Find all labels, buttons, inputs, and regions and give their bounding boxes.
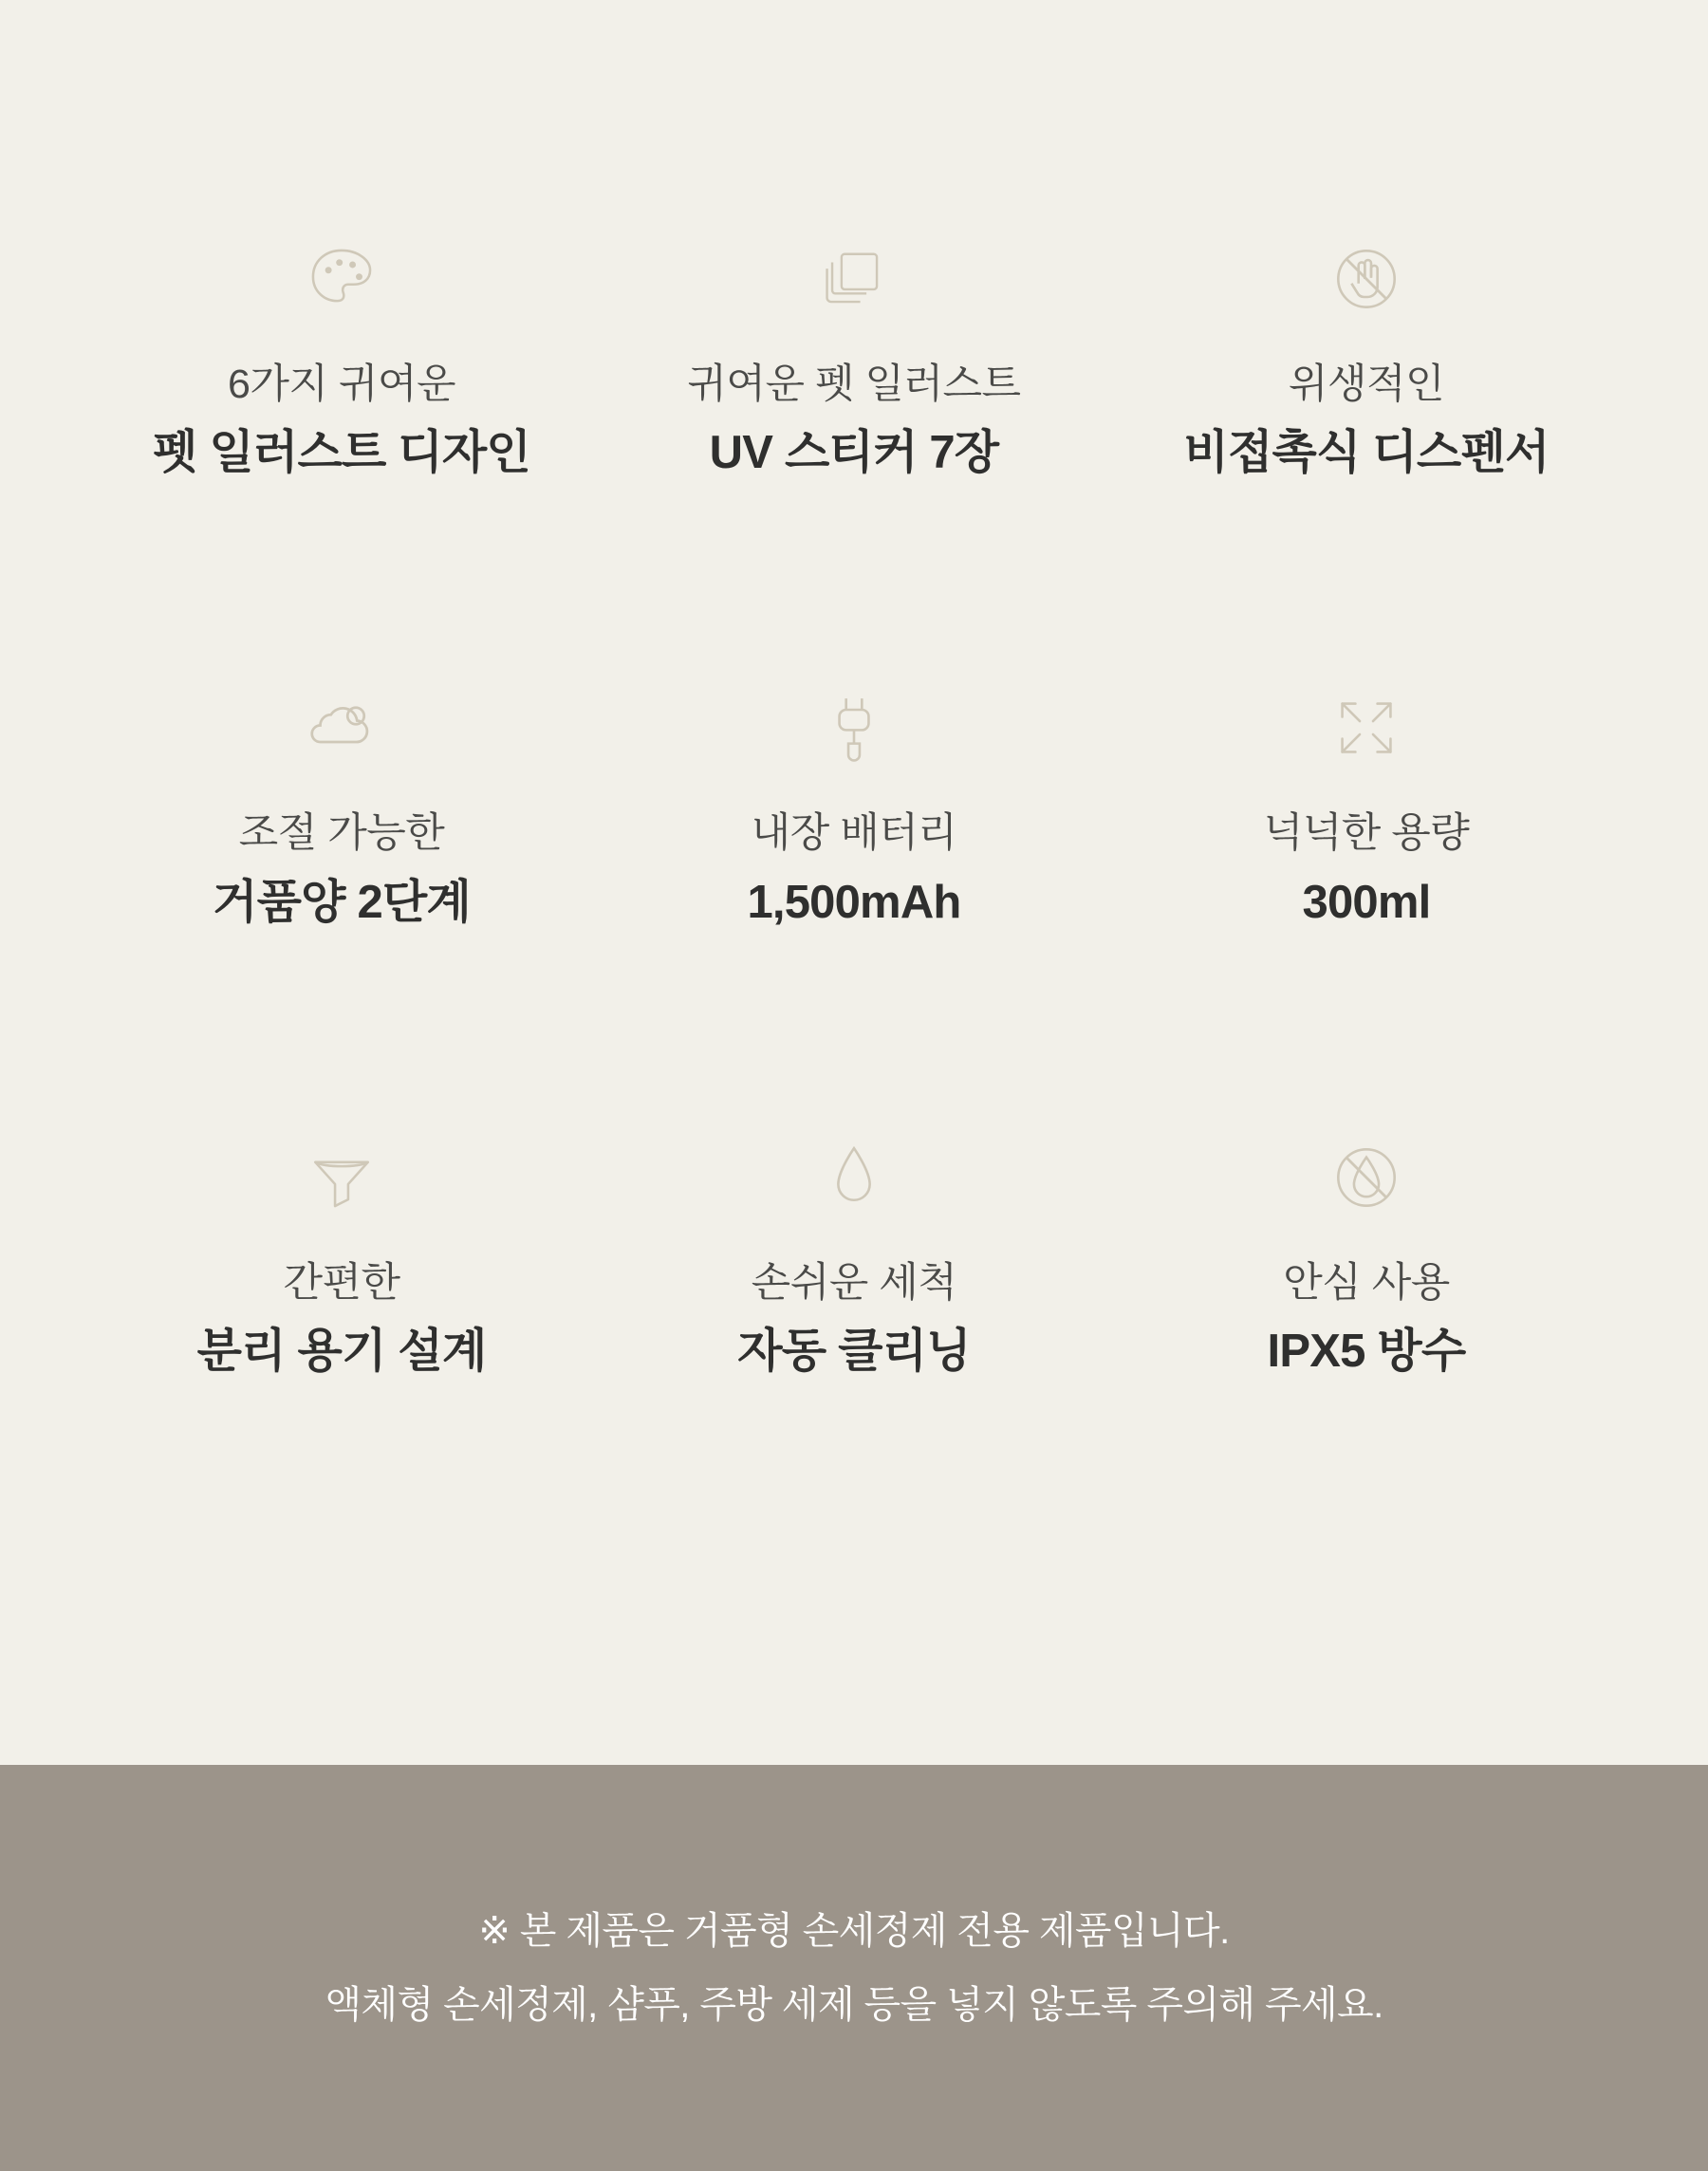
no-water-drop-icon [1330,1126,1402,1229]
feature-subtitle: 안심 사용 [1283,1259,1450,1306]
feature-title: 거품양 2단계 [213,876,471,928]
feature-item-capacity [1110,677,1623,936]
power-plug-icon [826,677,882,779]
feature-item-waterproof [1110,1126,1623,1385]
water-drop-icon [827,1126,881,1229]
feature-item-foam-levels [85,677,598,936]
feature-title: 펫 일러스트 디자인 [153,427,530,479]
funnel-icon [306,1126,377,1229]
palette-icon [306,228,377,330]
feature-subtitle: 귀여운 펫 일러스트 [687,362,1021,407]
notice-banner [0,1765,1708,2171]
feature-subtitle: 6가지 귀여운 [227,362,456,407]
feature-item-detachable-container [85,1126,598,1385]
feature-title: 자동 클리닝 [737,1326,971,1378]
feature-row [85,228,1623,487]
feature-title: 분리 용기 설계 [196,1326,487,1378]
expand-arrows-icon [1331,677,1402,779]
no-touch-hand-icon [1330,228,1402,330]
feature-title: UV 스티커 7장 [709,427,999,479]
feature-title: IPX5 방수 [1267,1326,1466,1378]
feature-subtitle: 간편한 [283,1259,400,1306]
feature-title: 300ml [1302,876,1431,928]
foam-cloud-icon [304,677,380,779]
feature-item-pet-illust-design [85,228,598,487]
feature-subtitle: 위생적인 [1288,362,1445,407]
feature-subtitle: 넉넉한 용량 [1263,810,1470,857]
feature-subtitle: 조절 가능한 [238,810,445,857]
feature-row [85,1126,1623,1385]
feature-title: 비접촉식 디스펜서 [1183,427,1550,479]
feature-subtitle: 내장 배터리 [751,810,957,857]
notice-line-1: ※ 본 제품은 거품형 손세정제 전용 제품입니다. [478,1910,1230,1952]
stickers-icon [821,228,887,330]
feature-item-uv-stickers [598,228,1110,487]
notice-line-2: 액체형 손세정제, 샴푸, 주방 세제 등을 넣지 않도록 주의해 주세요. [325,1984,1383,2026]
feature-item-contactless-dispenser [1110,228,1623,487]
feature-item-auto-cleaning [598,1126,1110,1385]
feature-title: 1,500mAh [747,876,961,928]
feature-subtitle: 손쉬운 세척 [751,1259,957,1306]
feature-row [85,677,1623,936]
feature-item-battery [598,677,1110,936]
